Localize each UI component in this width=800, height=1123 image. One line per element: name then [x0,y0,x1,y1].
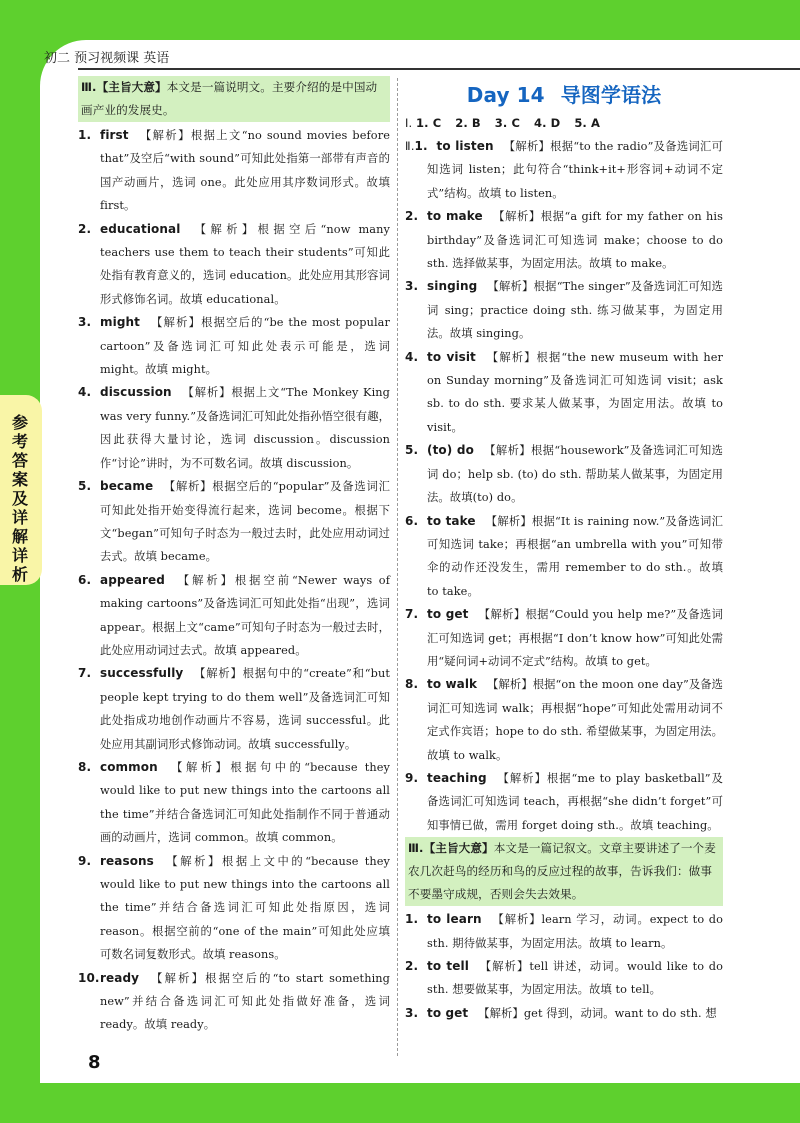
item-answer: educational [100,221,181,236]
day-label: Day 14 [466,83,545,107]
item-explanation: 【解析】根据句中的“because they would like to put new things into the cartoons all the time”并结合备选词汇可知此处指制作不同于普通动画的动画片，选词 common。故填 common。 [100,760,390,845]
right-column [405,76,723,1025]
section-1-answers [405,112,723,135]
item-number: 3. [405,279,419,294]
summary-text: 本文是一篇说明文。主要介绍的是中国动画产业的发展史。 [81,80,378,117]
answer-item [405,275,723,345]
item-number: 10. [78,970,100,985]
item-explanation: 【解析】根据“to the radio”及备选词汇可知选词 listen；此句符合“think+it+形容词+动词不定式”结构。故填 to listen。 [427,140,723,200]
side-tab [0,395,42,585]
item-answer: common [100,759,158,774]
item-number: 9. [78,853,92,868]
item-number: 4. [405,349,419,364]
item-answer: to get [427,607,469,622]
answer-item [78,967,390,1037]
mc-answer: 4. D [534,116,561,130]
item-answer: to tell [427,959,469,973]
answer-item [78,756,390,850]
item-answer: to get [427,1005,469,1020]
mc-answer: 2. B [455,116,481,130]
item-answer: (to) do [427,443,474,458]
item-explanation: 【解析】根据“housework”及备选词汇可知选词 do；help sb. (to) do sth. 帮助某人做某事，为固定用法。故填(to) do。 [427,444,723,505]
item-number: 5. [78,479,92,494]
item-number: 3. [405,1005,419,1020]
item-number: 4. [78,385,92,400]
item-answer: teaching [427,770,487,785]
page-number: 8 [88,1052,101,1073]
item-number: 7. [405,607,419,622]
item-answer: ready [100,970,140,985]
item-explanation: 【解析】get 得到，动词。want to do sth. 想 [478,1006,717,1020]
item-explanation: 【解析】根据“the new museum with her on Sunday morning”及备选词汇可知选词 visit；ask sb. to do sth. 要求某人做某事，为固定用法。故填 to visit。 [427,350,723,434]
summary-tag: Ⅲ.【主旨大意】 [408,841,494,856]
item-explanation: 【解析】根据空后的“to start something new”并结合备选词汇可知此处指做好准备，选词 ready。故填 ready。 [100,971,390,1032]
answer-item [405,510,723,604]
summary-tag: Ⅲ.【主旨大意】 [81,80,167,94]
item-answer: first [100,128,129,142]
item-answer: to walk [427,677,478,692]
answer-item [78,381,390,475]
item-explanation: 【解析】tell 讲述，动词。would like to do sth. 想要做某事，为固定用法。故填 to tell。 [427,960,724,997]
item-answer: successfully [100,666,184,681]
item-answer: discussion [100,385,172,400]
answer-item [405,135,723,205]
item-explanation: 【解析】根据空后的“be the most popular cartoon”及备选词汇可知此处表示可能是，选词 might。故填 might。 [100,316,390,377]
left-column [78,76,390,1037]
item-explanation: 【解析】根据“me to play basketball”及备选词汇可知选词 teach，再根据“she didn’t forget”可知事情已做，需用 forget doing sth.。故填 teaching。 [427,771,723,832]
item-explanation: 【解析】根据“Could you help me?”及备选词汇可知选词 get；再根据“I don’t know how”可知此处需用“疑问词+动词不定式”结构。故填 to get。 [427,608,724,668]
answer-item [405,1002,723,1025]
answer-item [78,475,390,569]
item-number: 6. [405,513,419,528]
column-divider [397,78,398,1056]
item-number: 7. [78,666,92,681]
left-answer-list [78,124,390,1037]
item-explanation: 【解析】根据句中的“create”和“but people kept trying to do them well”及备选词汇可知此处指成功地创作动画片不容易，选词 successful。此处应用其副词形式修饰动词。故填 successfully。 [100,667,390,751]
item-answer: to learn [427,912,482,927]
item-number: 8. [405,677,419,692]
item-number: 2. [78,221,92,236]
item-answer: might [100,315,140,330]
item-answer: became [100,479,154,494]
right-summary [405,837,723,906]
page-header: 初二 预习视频课 英语 [44,51,170,66]
section-1-label: Ⅰ. [405,116,413,130]
item-answer: to make [427,209,483,224]
item-number: 3. [78,315,92,330]
answer-item [405,439,723,509]
header-rule [78,68,800,70]
left-summary [78,76,390,122]
item-number: 5. [405,443,419,458]
answer-item [405,346,723,440]
item-explanation: 【解析】根据空后“now many teachers use them to teach their students”可知此处指有教育意义的，选词 education。此处应用其形容词形式修饰名词。故填 educational。 [100,222,390,306]
answer-item [405,673,723,767]
item-answer: to take [427,513,476,528]
item-number: 2. [405,209,419,224]
item-explanation: 【解析】根据上文中的“because they would like to put new things into the cartoons all the time”并结合备选词汇可知此处指原因，选词 reason。根据空前的“one of the main”可知此处应填可数名词复数形式。故填 reasons。 [100,854,390,962]
day-title [405,80,723,110]
item-answer: to listen [436,139,494,153]
answer-item [78,218,390,312]
item-explanation: 【解析】根据空后的“popular”及备选词汇可知此处指开始变得流行起来，选词 become。根据下文“began”可知句子时态为一般过去时，此处应用动词过去式。故填 became。 [100,480,390,564]
item-explanation: 【解析】根据上文“no sound movies before that”及空后“with sound”可知此处指第一部带有声音的国产动画片，选词 one。此处应用其序数词形式。故填 first。 [100,129,390,213]
answer-item [405,205,723,275]
answer-item [78,311,390,381]
item-explanation: 【解析】根据上文“The Monkey King was very funny.”及备选词汇可知此处指孙悟空很有趣，因此获得大量讨论，选词 discussion。discussion 作“讨论”讲时，为不可数名词。故填 discussion。 [100,386,390,470]
item-number: 9. [405,770,419,785]
section-label: Ⅱ. [405,140,415,153]
answer-item [78,124,390,218]
side-tab-label: 参考答案及详解详析 [11,413,28,584]
item-explanation: 【解析】根据“on the moon one day”及备选词汇可知选词 walk；再根据“hope”可知此处需用动词不定式作宾语；hope to do sth. 希望做某事，为固定用法。故填 to walk。 [427,678,724,762]
answer-item [405,767,723,837]
answer-item [78,850,390,967]
item-explanation: 【解析】learn 学习，动词。expect to do sth. 期待做某事，为固定用法。故填 to learn。 [427,913,723,950]
bottom-band [0,1084,800,1123]
answer-item [78,662,390,756]
item-answer: reasons [100,853,154,868]
item-answer: singing [427,279,478,294]
section-2-answer-list [405,135,723,837]
item-number: 1. [414,139,428,153]
item-explanation: 【解析】根据“The singer”及备选词汇可知选词 sing；practice doing sth. 练习做某事，为固定用法。故填 singing。 [427,280,723,341]
item-answer: appeared [100,572,165,587]
item-number: 1. [405,912,419,927]
summary-text: 本文是一篇记叙文。文章主要讲述了一个麦农几次赶鸟的经历和鸟的反应过程的故事，告诉我们：做事不要墨守成规，否则会失去效果。 [408,841,716,902]
section-1-answer-list [416,116,614,130]
item-number: 1. [78,128,92,142]
item-explanation: 【解析】根据“It is raining now.”及备选词汇可知选词 take；再根据“an umbrella with you”可知带伞的动作还没发生，需用 remember to do sth.。故填 to take。 [427,514,723,598]
item-explanation: 【解析】根据“a gift for my father on his birthday”及备选词汇可知选词 make；choose to do sth. 选择做某事，为固定用法。故填 to make。 [427,210,723,271]
item-answer: to visit [427,349,476,364]
mc-answer: 1. C [416,116,442,130]
mc-answer: 3. C [494,116,520,130]
item-number: 8. [78,759,92,774]
answer-item [78,569,390,663]
day-topic: 导图学语法 [560,83,662,107]
section-3-answer-list [405,908,723,1025]
answer-item [405,955,723,1002]
answer-item [405,603,723,673]
item-explanation: 【解析】根据空前“Newer ways of making cartoons”及备选词汇可知此处指“出现”，选词 appear。根据上文“came”可知句子时态为一般过去时，此处应用动词过去式。故填 appeared。 [100,573,390,657]
item-number: 2. [405,959,419,973]
item-number: 6. [78,572,92,587]
answer-item [405,908,723,955]
mc-answer: 5. A [574,116,601,130]
